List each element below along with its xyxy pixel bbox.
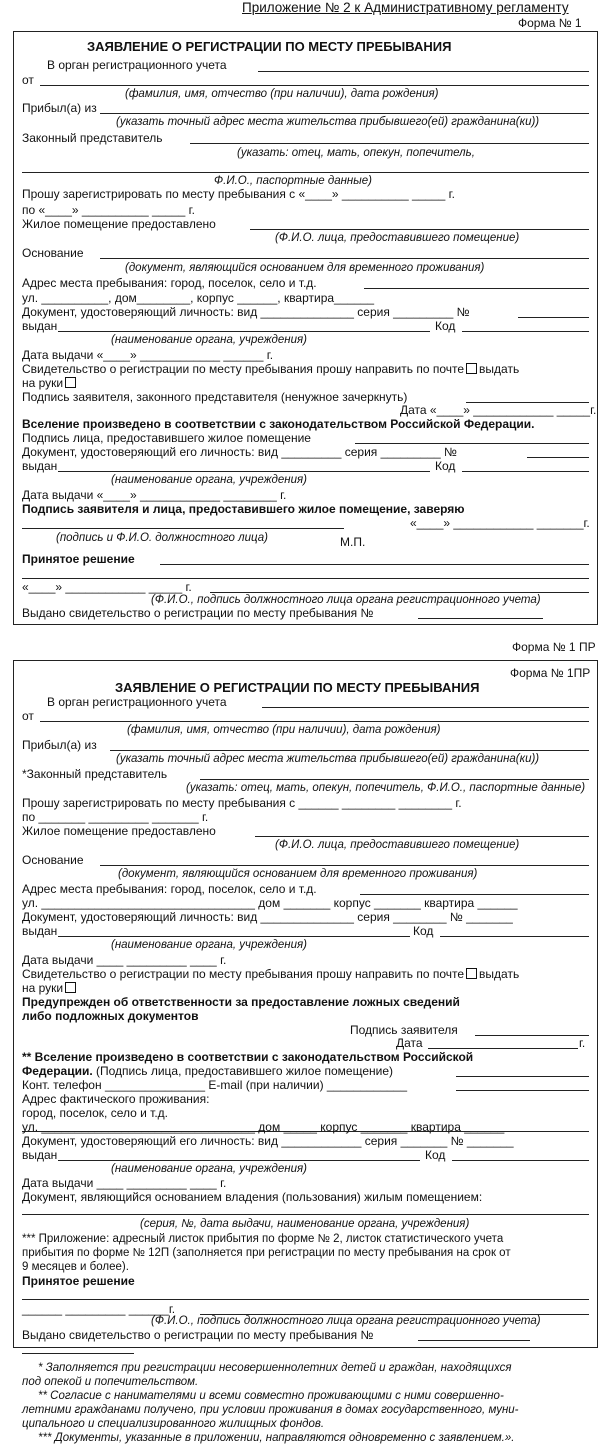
form1-code-label-2: Код: [435, 459, 456, 473]
form1-hand-checkbox[interactable]: [65, 377, 76, 388]
form1pr-date-field[interactable]: [428, 1048, 578, 1049]
form1pr-legal-rep-field[interactable]: [200, 779, 589, 780]
footnote-1b: под опекой и попечительством.: [22, 1376, 199, 1388]
form1-stay-address-field[interactable]: [364, 288, 589, 289]
form1pr-housing-field[interactable]: [255, 836, 589, 837]
form1-hand-over-label: выдать: [479, 362, 520, 376]
form1-hint-official: (подпись и Ф.И.О. должностного лица): [56, 532, 268, 544]
form1-issued-field[interactable]: [58, 331, 430, 332]
form1pr-issued-field[interactable]: [58, 936, 410, 937]
form1-mail-checkbox[interactable]: [466, 363, 477, 374]
form1-issued-label: выдан: [22, 319, 58, 333]
form1pr-code-label: Код: [413, 924, 434, 938]
form1pr-date-label: Дата: [396, 1036, 423, 1050]
form1-in-hand-row: [22, 376, 78, 390]
form1-issue-date-2: Дата выдачи «____» ____________ ________ г.: [22, 488, 287, 502]
form1pr-hand-checkbox[interactable]: [65, 982, 76, 993]
form1pr-decision-date: ______ _________ ______г.: [22, 1302, 176, 1316]
form1-from-label: от: [22, 73, 34, 87]
form1pr-ownership-doc-label: Документ, являющийся основанием владения (пользования) жилым помещением:: [22, 1190, 483, 1204]
form1-housing-field[interactable]: [250, 229, 589, 230]
form1pr-issue-date-2: Дата выдачи ____ _________ ____ г.: [22, 1176, 227, 1190]
form1pr-hint-name: (фамилия, имя, отчество (при наличии), дата рождения): [127, 724, 441, 736]
form1pr-in-hand-label: на руки: [22, 981, 64, 995]
form1-cert-number-field[interactable]: [418, 618, 543, 619]
form1-street-line: ул. __________, дом________, корпус ______, квартира______: [22, 291, 375, 305]
form1pr-to-authority-field[interactable]: [262, 707, 589, 708]
form1-decision-field-2[interactable]: [22, 578, 589, 579]
form1-hint-address: (указать точный адрес места жительства прибывшего(ей) гражданина(ки)): [116, 116, 540, 128]
form1pr-phone: Конт. телефон _______________ E-mail (при наличии) ____________: [22, 1078, 408, 1092]
form1pr-to-authority-label: В орган регистрационного учета: [47, 695, 227, 709]
form1pr-settled-2: (Подпись лица, предоставившего жилое помещение): [92, 1064, 393, 1078]
form1pr-hint-org-2: (наименование органа, учреждения): [111, 1163, 307, 1175]
form1pr-issued-field-2[interactable]: [58, 1160, 420, 1161]
footnote-1a: * Заполняется при регистрации несовершеннолетних детей и граждан, находящихся: [38, 1362, 512, 1374]
form1pr-arrived-field[interactable]: [110, 750, 589, 751]
form1-arrived-field[interactable]: [100, 113, 589, 114]
form1pr-basis-field[interactable]: [100, 865, 589, 866]
footnote-divider: [22, 1353, 134, 1354]
form1pr-code-field[interactable]: [440, 936, 589, 937]
form1pr-decision-field[interactable]: [22, 1299, 589, 1300]
form1-arrived-label: Прибыл(а) из: [22, 101, 97, 115]
form1-legal-rep-field-2[interactable]: [22, 172, 589, 173]
form1pr-city-label: город, поселок, село и т.д.: [22, 1106, 169, 1120]
form1pr-issue-date: Дата выдачи ____ _________ ____ г.: [22, 953, 227, 967]
form1-date-sign: «____» ____________ _______г.: [410, 516, 590, 530]
form1pr-applicant-sign-field[interactable]: [475, 1035, 589, 1036]
form1pr-certificate-label: Свидетельство о регистрации по месту пребывания прошу направить по почте: [22, 967, 465, 981]
form1-in-hand-label: на руки: [22, 376, 64, 390]
form1-to-authority-label: В орган регистрационного учета: [47, 58, 227, 72]
form1pr-outer-label: Форма № 1 ПР: [512, 640, 596, 654]
form1pr-cert-issued-label: Выдано свидетельство о регистрации по месту пребывания №: [22, 1328, 374, 1342]
footnote-2b: летними гражданами получено, при условии проживания в домах государственного, муни-: [22, 1404, 519, 1416]
form1-basis-field[interactable]: [100, 258, 589, 259]
footnote-2a: ** Согласие с нанимателями и всеми совместно проживающими с ними совершенно-: [38, 1390, 504, 1402]
form1pr-applicant-sign-label: Подпись заявителя: [350, 1023, 458, 1037]
form1pr-settled: ** Вселение произведено в соответствии с законодательством Российской: [22, 1050, 474, 1064]
form1pr-legal-rep-label: *Законный представитель: [22, 767, 168, 781]
form1-certificate-row: [22, 362, 519, 376]
form1pr-year: г.: [579, 1036, 586, 1050]
form1-issue-date: Дата выдачи «____» ____________ ______ г.: [22, 348, 274, 362]
form1-from-field[interactable]: [40, 85, 589, 86]
form1-to-authority-field[interactable]: [258, 71, 589, 72]
form1pr-email-field[interactable]: [456, 1090, 589, 1091]
form1-cert-issued-label: Выдано свидетельство о регистрации по месту пребывания №: [22, 606, 374, 620]
form1pr-settled-sign-field[interactable]: [456, 1076, 589, 1077]
form1-code-field[interactable]: [462, 331, 589, 332]
form1pr-hint-official: (Ф.И.О., подпись должностного лица органа регистрационного учета): [151, 1315, 541, 1327]
form1-hint-rep: (указать: отец, мать, опекун, попечитель,: [237, 147, 475, 159]
form1-id-doc: Документ, удостоверяющий личность: вид ______________ серия _________ №: [22, 305, 470, 319]
form1-until: по «____» __________ _____ г.: [22, 203, 195, 217]
form1-issued-label-2: выдан: [22, 459, 58, 473]
form1-id-number-field[interactable]: [518, 317, 589, 318]
form1-provider-sign-field[interactable]: [355, 443, 589, 444]
form1pr-from-field[interactable]: [40, 721, 589, 722]
form1pr-cert-number-field[interactable]: [418, 1340, 530, 1341]
form1-date: Дата «____» ____________ _____г.: [400, 403, 597, 417]
form1pr-issued-label-2: выдан: [22, 1148, 58, 1162]
form1-legal-rep-field[interactable]: [190, 143, 589, 144]
form1pr-annex-2: прибытия по форме № 12П (заполняется при регистрации по месту пребывания на срок от: [22, 1247, 511, 1259]
form1-provider-sign-label: Подпись лица, предоставившего жилое помещение: [22, 431, 311, 445]
form1pr-certificate-row: [22, 967, 519, 981]
form1-decision-field[interactable]: [160, 564, 589, 565]
footnote-3: *** Документы, указанные в приложении, направляются одновременно с заявлением.».: [38, 1432, 515, 1444]
form1-signature-label: Подпись заявителя, законного представителя (ненужное зачеркнуть): [22, 390, 408, 404]
form1pr-request: Прошу зарегистрировать по месту пребывания с ______ ________ ________ г.: [22, 796, 462, 810]
form1pr-street-line: ул. ________________________________ дом _______ корпус _______ квартира ______: [22, 896, 518, 910]
form1-stay-address-label: Адрес места пребывания: город, поселок, село и т.д.: [22, 276, 317, 290]
form1pr-from-label: от: [22, 709, 34, 723]
form1pr-settled-2-bold: Федерации.: [22, 1064, 93, 1078]
form1pr-hint-basis: (документ, являющийся основанием для временного проживания): [118, 868, 478, 880]
form1pr-code-field-2[interactable]: [452, 1160, 589, 1161]
form1pr-id-doc: Документ, удостоверяющий личность: вид ______________ серия ________ № _______: [22, 910, 513, 924]
form1pr-issued-label: выдан: [22, 924, 58, 938]
form1-hint-rep-2: Ф.И.О., паспортные данные): [214, 175, 372, 187]
form1pr-hint-housing: (Ф.И.О. лица, предоставившего помещение): [275, 839, 520, 851]
form1-hint-org: (наименование органа, учреждения): [111, 334, 307, 346]
form1pr-housing-label: Жилое помещение предоставлено: [22, 824, 216, 838]
form1-basis-label: Основание: [22, 246, 84, 260]
form1-certificate-label: Свидетельство о регистрации по месту пребывания прошу направить по почте: [22, 362, 465, 376]
form1-hint-org-2: (наименование органа, учреждения): [111, 474, 307, 486]
form1pr-warning-2: либо подложных документов: [22, 1009, 199, 1023]
form1pr-arrived-label: Прибыл(а) из: [22, 738, 97, 752]
form1-official-sign-field[interactable]: [22, 528, 344, 529]
form1pr-code-label-2: Код: [425, 1148, 446, 1162]
form1-decision-date: «____» ____________ _____ г.: [22, 580, 192, 594]
form1pr-hint-org: (наименование органа, учреждения): [111, 939, 307, 951]
form1-id-number-field-2[interactable]: [527, 457, 589, 458]
footnote-2c: ципального и специализированного жилищных фондов.: [22, 1418, 325, 1430]
form1pr-mail-checkbox[interactable]: [466, 968, 477, 979]
form1pr-hint-address: (указать точный адрес места жительства прибывшего(ей) гражданина(ки)): [116, 753, 540, 765]
form1pr-stay-address-label: Адрес места пребывания: город, поселок, село и т.д.: [22, 882, 317, 896]
form1-code-label: Код: [435, 319, 456, 333]
form1-housing-label: Жилое помещение предоставлено: [22, 217, 216, 231]
form1-hint-name: (фамилия, имя, отчество (при наличии), дата рождения): [125, 88, 439, 100]
form1-hint-basis: (документ, являющийся основанием для временного проживания): [125, 262, 485, 274]
form-label: Форма № 1: [518, 16, 582, 30]
form1-settled: Вселение произведено в соответствии с законодательством Российской Федерации.: [22, 417, 535, 431]
form1-request: Прошу зарегистрировать по месту пребывания с «____» __________ _____ г.: [22, 187, 455, 201]
form1pr-id-doc-2: Документ, удостоверяющий его личность: вид ____________ серия _______ № _______: [22, 1134, 514, 1148]
form1-decision-label: Принятое решение: [22, 552, 135, 566]
form1pr-settled-row-2: [22, 1064, 393, 1078]
form1-title: ЗАЯВЛЕНИЕ О РЕГИСТРАЦИИ ПО МЕСТУ ПРЕБЫВАНИЯ: [87, 39, 452, 54]
form1pr-hand-over-label: выдать: [479, 967, 520, 981]
form1-certify: Подпись заявителя и лица, предоставившего жилое помещение, заверяю: [22, 502, 465, 516]
form1pr-hint-series: (серия, №, дата выдачи, наименование органа, учреждения): [140, 1218, 470, 1230]
form1pr-ownership-doc-field[interactable]: [22, 1214, 589, 1215]
form1pr-annex-1: *** Приложение: адресный листок прибытия по форме № 2, листок статистического учета: [22, 1233, 504, 1245]
form1pr-basis-label: Основание: [22, 853, 84, 867]
form1pr-title: ЗАЯВЛЕНИЕ О РЕГИСТРАЦИИ ПО МЕСТУ ПРЕБЫВАНИЯ: [115, 680, 480, 695]
appendix-heading: Приложение № 2 к Административному регламенту: [242, 0, 569, 15]
form1pr-stay-address-field[interactable]: [360, 894, 589, 895]
form1pr-form-label: Форма № 1ПР: [510, 666, 591, 680]
form1pr-warning: Предупрежден об ответственности за предоставление ложных сведений: [22, 995, 460, 1009]
form1-legal-rep-label: Законный представитель: [22, 131, 163, 145]
form1-id-doc-2: Документ, удостоверяющий его личность: вид _________ серия _________ №: [22, 445, 457, 459]
form1-stamp: М.П.: [340, 535, 366, 549]
form1pr-until: по _______ _________ _______ г.: [22, 810, 209, 824]
form1-hint-housing: (Ф.И.О. лица, предоставившего помещение): [275, 232, 520, 244]
form1pr-decision-label: Принятое решение: [22, 1274, 135, 1288]
form1pr-in-hand-row: [22, 981, 78, 995]
form1pr-hint-rep: (указать: отец, мать, опекун, попечитель, Ф.И.О., паспортные данные): [186, 782, 586, 794]
form1pr-street-line-2: ул. ________________________________ дом _____ корпус _______ квартира ______: [22, 1120, 505, 1134]
form1-hint-official-2: (Ф.И.О., подпись должностного лица органа регистрационного учета): [151, 594, 541, 606]
form1pr-annex-3: 9 месяцев и более).: [22, 1261, 129, 1273]
form1pr-actual-address-label: Адрес фактического проживания:: [22, 1092, 210, 1106]
form1-code-field-2[interactable]: [462, 471, 589, 472]
form1-issued-field-2[interactable]: [58, 471, 430, 472]
